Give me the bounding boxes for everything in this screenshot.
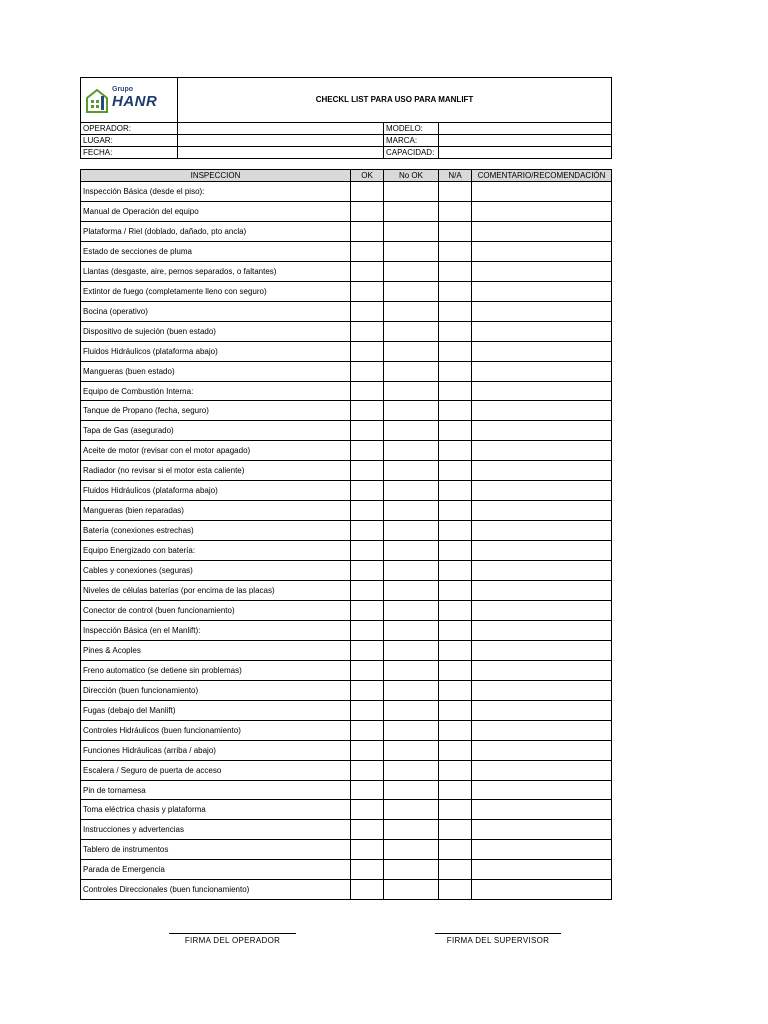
na-cell[interactable]: [439, 182, 472, 201]
na-cell[interactable]: [439, 382, 472, 401]
ok-cell[interactable]: [351, 860, 384, 879]
ok-cell[interactable]: [351, 621, 384, 640]
table-row: [81, 520, 611, 540]
info-box: [80, 123, 612, 159]
comment-cell[interactable]: [472, 761, 611, 780]
na-cell[interactable]: [439, 741, 472, 760]
ok-cell[interactable]: [351, 282, 384, 301]
no-ok-cell[interactable]: [384, 501, 439, 520]
na-cell[interactable]: [439, 721, 472, 740]
na-cell[interactable]: [439, 800, 472, 819]
ok-cell[interactable]: [351, 362, 384, 381]
inspection-item: Controles Hidráulicos (buen funcionamiento): [81, 721, 351, 740]
table-row: [81, 859, 611, 879]
no-ok-cell[interactable]: [384, 840, 439, 859]
table-row: [81, 221, 611, 241]
na-cell[interactable]: [439, 322, 472, 341]
inspection-item: Estado de secciones de pluma: [81, 242, 351, 261]
table-row: [81, 720, 611, 740]
ok-cell[interactable]: [351, 820, 384, 839]
inspection-item: Instrucciones y advertencias: [81, 820, 351, 839]
table-row: [81, 839, 611, 859]
no-ok-cell[interactable]: [384, 262, 439, 281]
comment-cell[interactable]: [472, 362, 611, 381]
comment-cell[interactable]: [472, 681, 611, 700]
inspection-item: Cables y conexiones (seguras): [81, 561, 351, 580]
comment-cell[interactable]: [472, 581, 611, 600]
inspection-item: Mangueras (buen estado): [81, 362, 351, 381]
inspection-item: Pin de tornamesa: [81, 781, 351, 800]
inspection-item: Fluidos Hidráulicos (plataforma abajo): [81, 481, 351, 500]
inspection-item: Manual de Operación del equipo: [81, 202, 351, 221]
ok-cell[interactable]: [351, 322, 384, 341]
na-cell[interactable]: [439, 501, 472, 520]
no-ok-cell[interactable]: [384, 581, 439, 600]
no-ok-cell[interactable]: [384, 781, 439, 800]
comment-cell[interactable]: [472, 661, 611, 680]
table-row: [81, 500, 611, 520]
comment-cell[interactable]: [472, 840, 611, 859]
table-row: [81, 341, 611, 361]
comment-cell[interactable]: [472, 800, 611, 819]
marca-label: MARCA:: [386, 136, 418, 145]
inspection-item: Fugas (debajo del Manlift): [81, 701, 351, 720]
inspection-item: Fluidos Hidráulicos (plataforma abajo): [81, 342, 351, 361]
no-ok-cell[interactable]: [384, 681, 439, 700]
comment-cell[interactable]: [472, 421, 611, 440]
ok-cell[interactable]: [351, 521, 384, 540]
table-row: [81, 361, 611, 381]
table-row: [81, 261, 611, 281]
ok-cell[interactable]: [351, 661, 384, 680]
ok-cell[interactable]: [351, 721, 384, 740]
table-row: [81, 640, 611, 660]
no-ok-cell[interactable]: [384, 761, 439, 780]
comment-cell[interactable]: [472, 880, 611, 899]
inspection-item: Tapa de Gas (asegurado): [81, 421, 351, 440]
table-row: [81, 480, 611, 500]
no-ok-cell[interactable]: [384, 701, 439, 720]
na-cell[interactable]: [439, 561, 472, 580]
ok-cell[interactable]: [351, 561, 384, 580]
no-ok-cell[interactable]: [384, 322, 439, 341]
ok-cell[interactable]: [351, 342, 384, 361]
inspection-item: Batería (conexiones estrechas): [81, 521, 351, 540]
na-cell[interactable]: [439, 880, 472, 899]
ok-cell[interactable]: [351, 242, 384, 261]
inspection-item: Controles Direccionales (buen funcionamiento): [81, 880, 351, 899]
table-row: [81, 560, 611, 580]
table-row: [81, 780, 611, 800]
no-ok-cell[interactable]: [384, 661, 439, 680]
inspection-item: Tanque de Propano (fecha, seguro): [81, 401, 351, 420]
header-box: [80, 77, 612, 123]
inspection-item: Funciones Hidráulicas (arriba / abajo): [81, 741, 351, 760]
no-ok-cell[interactable]: [384, 721, 439, 740]
na-cell[interactable]: [439, 840, 472, 859]
no-ok-cell[interactable]: [384, 441, 439, 460]
inspection-item: Dispositivo de sujeción (buen estado): [81, 322, 351, 341]
no-ok-cell[interactable]: [384, 481, 439, 500]
capacidad-label: CAPACIDAD:: [386, 148, 435, 157]
header-no-ok: No OK: [384, 170, 439, 182]
na-cell[interactable]: [439, 461, 472, 480]
table-row: [81, 321, 611, 341]
comment-cell[interactable]: [472, 382, 611, 401]
no-ok-cell[interactable]: [384, 202, 439, 221]
supervisor-signature-label: FIRMA DEL SUPERVISOR: [446, 936, 550, 945]
table-row: [81, 600, 611, 620]
no-ok-cell[interactable]: [384, 421, 439, 440]
table-row: [81, 400, 611, 420]
ok-cell[interactable]: [351, 421, 384, 440]
comment-cell[interactable]: [472, 262, 611, 281]
no-ok-cell[interactable]: [384, 561, 439, 580]
comment-cell[interactable]: [472, 521, 611, 540]
modelo-field[interactable]: [439, 123, 611, 134]
no-ok-cell[interactable]: [384, 461, 439, 480]
no-ok-cell[interactable]: [384, 860, 439, 879]
ok-cell[interactable]: [351, 202, 384, 221]
na-cell[interactable]: [439, 401, 472, 420]
na-cell[interactable]: [439, 202, 472, 221]
comment-cell[interactable]: [472, 401, 611, 420]
header-na: N/A: [439, 170, 472, 182]
comment-cell[interactable]: [472, 820, 611, 839]
header-inspeccion: INSPECCION: [81, 170, 351, 182]
header-ok: OK: [351, 170, 384, 182]
na-cell[interactable]: [439, 481, 472, 500]
inspection-item: Radiador (no revisar si el motor esta caliente): [81, 461, 351, 480]
no-ok-cell[interactable]: [384, 342, 439, 361]
na-cell[interactable]: [439, 302, 472, 321]
no-ok-cell[interactable]: [384, 820, 439, 839]
operador-field[interactable]: [178, 123, 382, 134]
fecha-field[interactable]: [178, 147, 382, 158]
na-cell[interactable]: [439, 661, 472, 680]
na-cell[interactable]: [439, 242, 472, 261]
ok-cell[interactable]: [351, 461, 384, 480]
logo-small-text: Grupo: [112, 86, 133, 93]
inspection-item: Dirección (buen funcionamiento): [81, 681, 351, 700]
inspection-item: Niveles de células baterías (por encima de las placas): [81, 581, 351, 600]
marca-field[interactable]: [439, 135, 611, 146]
fecha-label: FECHA:: [83, 148, 113, 157]
no-ok-cell[interactable]: [384, 621, 439, 640]
table-row: [81, 181, 611, 201]
comment-cell[interactable]: [472, 222, 611, 241]
modelo-label: MODELO:: [386, 124, 423, 133]
na-cell[interactable]: [439, 441, 472, 460]
table-row: [81, 201, 611, 221]
inspection-item: Mangueras (bien reparadas): [81, 501, 351, 520]
na-cell[interactable]: [439, 541, 472, 560]
ok-cell[interactable]: [351, 581, 384, 600]
building-logo-icon: [85, 86, 111, 114]
inspection-item: Equipo Energizado con batería:: [81, 541, 351, 560]
table-row: [81, 819, 611, 839]
na-cell[interactable]: [439, 701, 472, 720]
na-cell[interactable]: [439, 641, 472, 660]
table-row: [81, 660, 611, 680]
ok-cell[interactable]: [351, 222, 384, 241]
lugar-field[interactable]: [178, 135, 382, 146]
ok-cell[interactable]: [351, 401, 384, 420]
comment-cell[interactable]: [472, 741, 611, 760]
na-cell[interactable]: [439, 282, 472, 301]
na-cell[interactable]: [439, 421, 472, 440]
inspection-item: Inspección Básica (en el Manlift):: [81, 621, 351, 640]
ok-cell[interactable]: [351, 761, 384, 780]
operator-signature-label: FIRMA DEL OPERADOR: [184, 936, 281, 945]
comment-cell[interactable]: [472, 561, 611, 580]
comment-cell[interactable]: [472, 621, 611, 640]
table-row: [81, 420, 611, 440]
table-row: [81, 879, 611, 899]
ok-cell[interactable]: [351, 741, 384, 760]
ok-cell[interactable]: [351, 501, 384, 520]
table-row: [81, 799, 611, 819]
na-cell[interactable]: [439, 342, 472, 361]
ok-cell[interactable]: [351, 800, 384, 819]
comment-cell[interactable]: [472, 501, 611, 520]
ok-cell[interactable]: [351, 262, 384, 281]
table-row: [81, 301, 611, 321]
ok-cell[interactable]: [351, 302, 384, 321]
inspection-item: Plataforma / Riel (doblado, dañado, pto ancla): [81, 222, 351, 241]
comment-cell[interactable]: [472, 481, 611, 500]
inspection-item: Aceite de motor (revisar con el motor apagado): [81, 441, 351, 460]
ok-cell[interactable]: [351, 541, 384, 560]
no-ok-cell[interactable]: [384, 541, 439, 560]
inspection-item: Extintor de fuego (completamente lleno con seguro): [81, 282, 351, 301]
no-ok-cell[interactable]: [384, 401, 439, 420]
comment-cell[interactable]: [472, 541, 611, 560]
na-cell[interactable]: [439, 581, 472, 600]
ok-cell[interactable]: [351, 601, 384, 620]
ok-cell[interactable]: [351, 441, 384, 460]
table-body: [81, 181, 611, 900]
inspection-item: Freno automatico (se detiene sin problemas): [81, 661, 351, 680]
na-cell[interactable]: [439, 820, 472, 839]
no-ok-cell[interactable]: [384, 282, 439, 301]
table-row: [81, 740, 611, 760]
ok-cell[interactable]: [351, 840, 384, 859]
no-ok-cell[interactable]: [384, 362, 439, 381]
no-ok-cell[interactable]: [384, 880, 439, 899]
na-cell[interactable]: [439, 681, 472, 700]
comment-cell[interactable]: [472, 342, 611, 361]
capacidad-field[interactable]: [439, 147, 611, 158]
table-row: [81, 460, 611, 480]
comment-cell[interactable]: [472, 701, 611, 720]
no-ok-cell[interactable]: [384, 302, 439, 321]
comment-cell[interactable]: [472, 721, 611, 740]
no-ok-cell[interactable]: [384, 222, 439, 241]
comment-cell[interactable]: [472, 242, 611, 261]
comment-cell[interactable]: [472, 461, 611, 480]
table-row: [81, 620, 611, 640]
table-row: [81, 760, 611, 780]
inspection-table: [80, 169, 612, 900]
table-row: [81, 580, 611, 600]
supervisor-signature-line[interactable]: [435, 933, 561, 934]
na-cell[interactable]: [439, 262, 472, 281]
na-cell[interactable]: [439, 860, 472, 879]
comment-cell[interactable]: [472, 860, 611, 879]
no-ok-cell[interactable]: [384, 641, 439, 660]
operador-label: OPERADOR:: [83, 124, 132, 133]
inspection-item: Bocina (operativo): [81, 302, 351, 321]
page-title: CHECKL LIST PARA USO PARA MANLIFT: [315, 95, 474, 104]
table-row: [81, 241, 611, 261]
comment-cell[interactable]: [472, 601, 611, 620]
operator-signature-line[interactable]: [169, 933, 296, 934]
ok-cell[interactable]: [351, 641, 384, 660]
comment-cell[interactable]: [472, 182, 611, 201]
na-cell[interactable]: [439, 222, 472, 241]
inspection-item: Parada de Emergencia: [81, 860, 351, 879]
na-cell[interactable]: [439, 521, 472, 540]
inspection-item: Tablero de instrumentos: [81, 840, 351, 859]
ok-cell[interactable]: [351, 481, 384, 500]
na-cell[interactable]: [439, 761, 472, 780]
table-row: [81, 381, 611, 401]
na-cell[interactable]: [439, 601, 472, 620]
no-ok-cell[interactable]: [384, 521, 439, 540]
no-ok-cell[interactable]: [384, 242, 439, 261]
na-cell[interactable]: [439, 781, 472, 800]
comment-cell[interactable]: [472, 641, 611, 660]
no-ok-cell[interactable]: [384, 601, 439, 620]
comment-cell[interactable]: [472, 322, 611, 341]
no-ok-cell[interactable]: [384, 382, 439, 401]
no-ok-cell[interactable]: [384, 741, 439, 760]
ok-cell[interactable]: [351, 182, 384, 201]
na-cell[interactable]: [439, 621, 472, 640]
logo: [81, 78, 178, 122]
comment-cell[interactable]: [472, 282, 611, 301]
no-ok-cell[interactable]: [384, 800, 439, 819]
no-ok-cell[interactable]: [384, 182, 439, 201]
table-row: [81, 680, 611, 700]
logo-big-text: HANR: [112, 93, 158, 110]
na-cell[interactable]: [439, 362, 472, 381]
ok-cell[interactable]: [351, 382, 384, 401]
inspection-item: Toma eléctrica chasis y plataforma: [81, 800, 351, 819]
lugar-label: LUGAR:: [83, 136, 113, 145]
ok-cell[interactable]: [351, 880, 384, 899]
table-row: [81, 700, 611, 720]
inspection-item: Equipo de Combustión Interna:: [81, 382, 351, 401]
inspection-item: Pines & Acoples: [81, 641, 351, 660]
inspection-item: Conector de control (buen funcionamiento): [81, 601, 351, 620]
inspection-item: Inspección Básica (desde el piso):: [81, 182, 351, 201]
ok-cell[interactable]: [351, 781, 384, 800]
comment-cell[interactable]: [472, 302, 611, 321]
comment-cell[interactable]: [472, 781, 611, 800]
comment-cell[interactable]: [472, 441, 611, 460]
inspection-item: Llantas (desgaste, aire, pernos separados, o faltantes): [81, 262, 351, 281]
table-row: [81, 540, 611, 560]
ok-cell[interactable]: [351, 681, 384, 700]
table-row: [81, 440, 611, 460]
header-comentario: COMENTARIO/RECOMENDACIÓN: [477, 171, 606, 180]
ok-cell[interactable]: [351, 701, 384, 720]
comment-cell[interactable]: [472, 202, 611, 221]
table-row: [81, 281, 611, 301]
inspection-item: Escalera / Seguro de puerta de acceso: [81, 761, 351, 780]
